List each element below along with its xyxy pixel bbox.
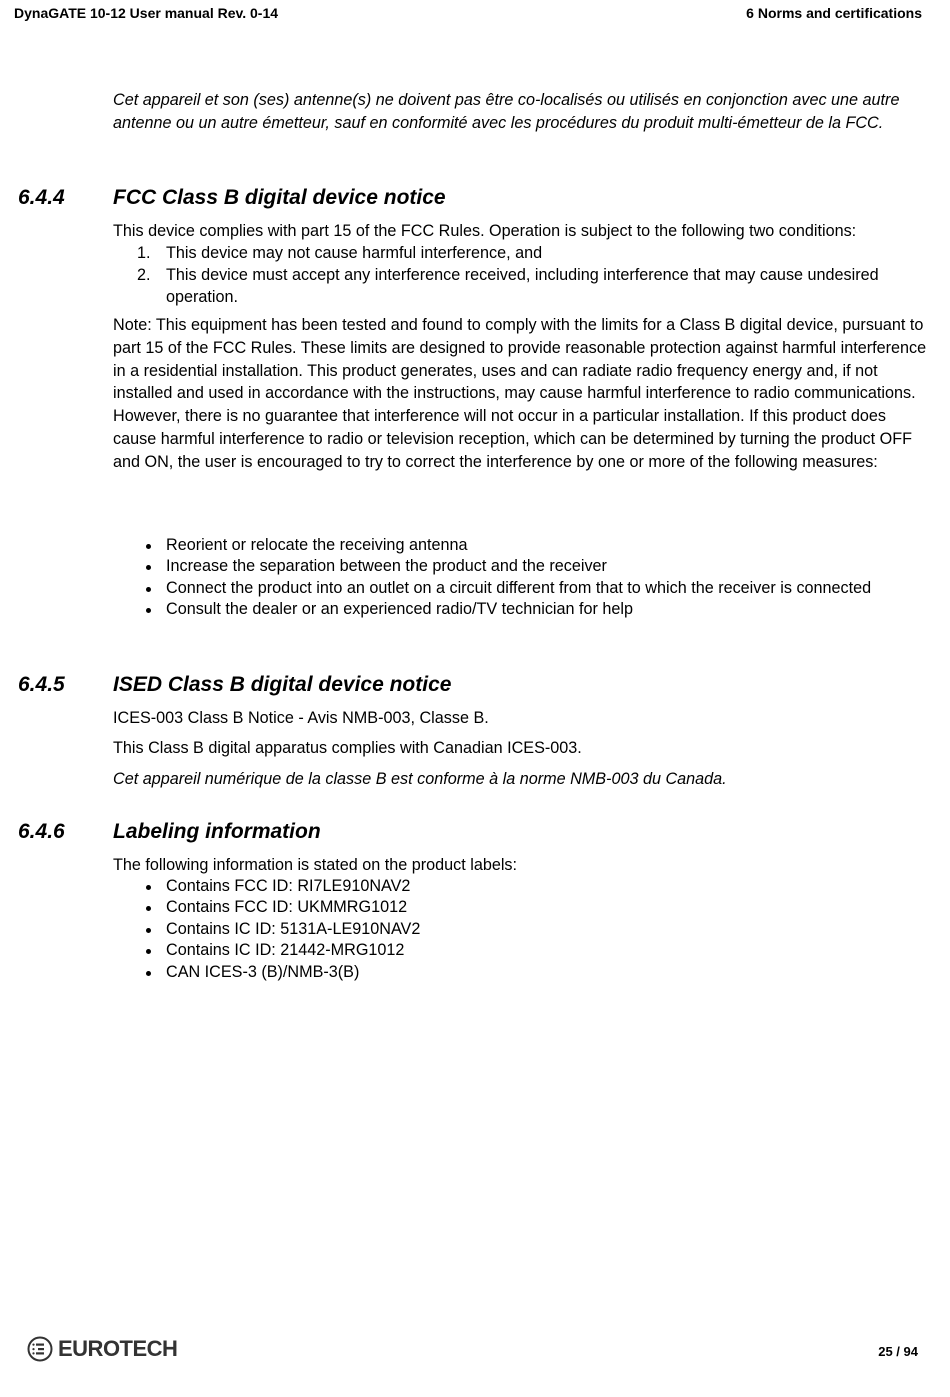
bullet-icon	[146, 971, 151, 976]
section-title: FCC Class B digital device notice	[113, 186, 446, 209]
list-item-text: Increase the separation between the product and the receiver	[166, 557, 607, 576]
running-header-chapter: 6 Norms and certifications	[746, 5, 922, 21]
list-item	[113, 535, 933, 556]
list-item	[113, 242, 933, 264]
list-item-text: Contains FCC ID: RI7LE910NAV2	[166, 877, 411, 895]
list-item-text: Contains IC ID: 21442-MRG1012	[166, 941, 405, 960]
bullet-icon	[146, 608, 151, 613]
bullet-icon	[146, 949, 151, 954]
fcc-conditions-list	[113, 242, 933, 308]
labels-list	[113, 876, 933, 983]
ices-notice-line: ICES-003 Class B Notice - Avis NMB-003, Classe B.	[113, 709, 489, 727]
list-item-text: This device may not cause harmful interference, and	[166, 244, 543, 262]
fcc-measures-list	[113, 535, 933, 621]
eurotech-logo	[27, 1335, 177, 1363]
bullet-icon	[146, 885, 151, 890]
labeling-intro: The following information is stated on the product labels:	[113, 856, 518, 874]
list-number: 2.	[137, 266, 151, 284]
list-item-text: Consult the dealer or an experienced radio/TV technician for help	[166, 600, 634, 619]
list-item-text: Reorient or relocate the receiving antenna	[166, 536, 468, 554]
eurotech-logo-icon	[27, 1336, 53, 1362]
list-item	[113, 897, 933, 918]
list-item	[113, 578, 933, 599]
list-item	[113, 919, 933, 940]
bullet-icon	[146, 544, 151, 549]
list-item	[113, 556, 933, 577]
french-colocation-notice: Cet appareil et son (ses) antenne(s) ne doivent pas être co-localisés ou utilisés en conjonction avec une autre antenne ou un autre émetteur, sauf en conformité avec les procédures du produit multi-émetteur de la FCC.	[113, 91, 900, 132]
fcc-compliance-intro: This device complies with part 15 of the FCC Rules. Operation is subject to the following two conditions:	[113, 222, 857, 240]
list-item	[113, 962, 933, 983]
bullet-icon	[146, 565, 151, 570]
bullet-icon	[146, 906, 151, 911]
page-number: 25 / 94	[878, 1344, 918, 1359]
list-number: 1.	[137, 244, 151, 262]
bullet-icon	[146, 928, 151, 933]
section-title: ISED Class B digital device notice	[113, 673, 452, 696]
bullet-icon	[146, 587, 151, 592]
ices-compliance-line: This Class B digital apparatus complies with Canadian ICES-003.	[113, 739, 582, 757]
list-item-text: CAN ICES-3 (B)/NMB-3(B)	[166, 962, 360, 981]
eurotech-logo-text: EUROTECH	[58, 1336, 178, 1361]
section-title: Labeling information	[113, 820, 321, 843]
running-header-title: DynaGATE 10-12 User manual Rev. 0-14	[14, 5, 279, 21]
section-number: 6.4.5	[18, 673, 65, 696]
list-item	[113, 264, 933, 308]
list-item-text: This device must accept any interference received, including interference that may cause undesired operation.	[166, 266, 879, 306]
list-item	[113, 599, 933, 620]
section-number: 6.4.4	[18, 186, 65, 209]
section-number: 6.4.6	[18, 820, 65, 843]
list-item-text: Connect the product into an outlet on a circuit different from that to which the receiver is connected	[166, 578, 872, 597]
list-item	[113, 940, 933, 961]
fcc-note-paragraph: Note: This equipment has been tested and found to comply with the limits for a Class B digital device, pursuant to part 15 of the FCC Rules. These limits are designed to provide reasonable protection against harmful interference in a residential installation. This product generates, uses and can radiate radio frequency energy and, if not installed and used in accordance with the instructions, may cause harmful interference to radio communications. However, there is no guarantee that interference will not occur in a particular installation. If this product does cause harmful interference to radio or television reception, which can be determined by turning the product OFF and ON, the user is encouraged to try to correct the interference by one or more of the following measures:	[113, 316, 927, 471]
list-item-text: Contains FCC ID: UKMMRG1012	[166, 898, 408, 917]
list-item-text: Contains IC ID: 5131A-LE910NAV2	[166, 919, 421, 938]
list-item	[113, 876, 933, 897]
ices-french-line: Cet appareil numérique de la classe B est conforme à la norme NMB-003 du Canada.	[113, 770, 727, 788]
